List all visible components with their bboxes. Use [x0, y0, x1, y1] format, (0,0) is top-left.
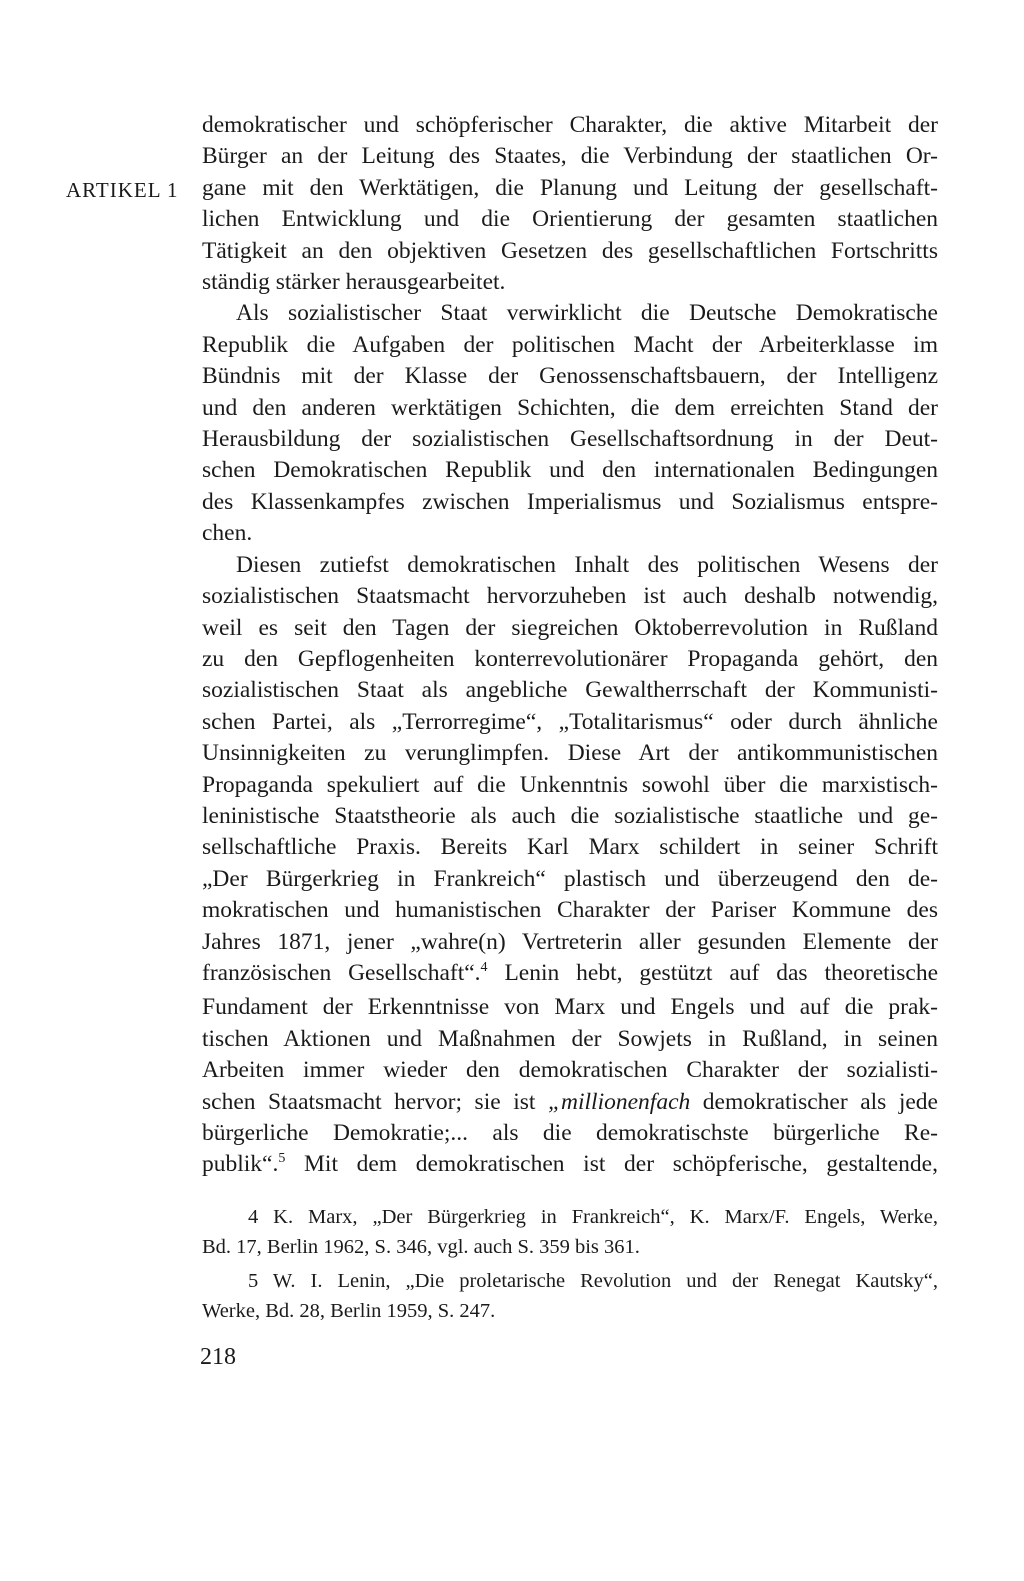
text-segment: französischen Gesellschaft“.	[202, 959, 481, 986]
footnote-line: 5 W. I. Lenin, „Die proletarische Revolution und der Renegat Kautsky“,	[248, 1270, 938, 1292]
text-line: und den anderen werktätigen Schichten, die dem erreichten Stand der	[202, 394, 938, 421]
text-line: Bürger an der Leitung des Staates, die Verbindung der staatlichen Or-	[202, 143, 938, 170]
paragraph-2	[202, 298, 938, 549]
paragraph-1	[202, 110, 938, 298]
text-line: schen Partei, als „Terrorregime“, „Totalitarismus“ oder durch ähnliche	[202, 708, 938, 735]
text-line: Herausbildung der sozialistischen Gesellschaftsordnung in der Deut-	[202, 426, 938, 453]
text-line: weil es seit den Tagen der siegreichen Oktoberrevolution in Rußland	[202, 614, 938, 641]
paragraph-3	[202, 550, 938, 1184]
text-segment: demokratischer als jede	[690, 1088, 938, 1115]
text-line: Tätigkeit an den objektiven Gesetzen des gesellschaftlichen Fortschritts	[202, 237, 938, 264]
margin-article-label: ARTIKEL 1	[66, 178, 179, 202]
body-text	[202, 110, 938, 1184]
text-line: Als sozialistischer Staat verwirklicht die Deutsche Demokratische	[236, 300, 938, 327]
text-line: demokratischer und schöpferischer Charakter, die aktive Mitarbeit der	[202, 112, 938, 138]
text-line: tischen Aktionen und Maßnahmen der Sowjets in Rußland, in seinen	[202, 1025, 938, 1052]
text-line: Republik die Aufgaben der politischen Macht der Arbeiterklasse im	[202, 331, 938, 358]
text-line: des Klassenkampfes zwischen Imperialismus und Sozialismus entspre-	[202, 488, 938, 515]
footnote-line: Bd. 17, Berlin 1962, S. 346, vgl. auch S. 359 bis 361.	[202, 1236, 640, 1258]
text-line: mokratischen und humanistischen Charakter der Pariser Kommune des	[202, 897, 938, 924]
text-line: Diesen zutiefst demokratischen Inhalt des politischen Wesens der	[236, 551, 938, 578]
text-line: Jahres 1871, jener „wahre(n) Vertreterin aller gesunden Elemente der	[202, 928, 938, 955]
footnote-5	[202, 1266, 938, 1326]
text-line-footnote-4	[202, 958, 938, 992]
footnote-line: 4 K. Marx, „Der Bürgerkrieg in Frankreich“, K. Marx/F. Engels, Werke,	[248, 1206, 938, 1228]
text-line: lichen Entwicklung und die Orientierung der gesamten staatlichen	[202, 206, 938, 233]
text-line: zu den Gepflogenheiten konterrevolutionärer Propaganda gehört, den	[202, 645, 938, 672]
text-line: gane mit den Werktätigen, die Planung und Leitung der gesellschaft-	[202, 174, 938, 201]
text-line: ständig stärker herausgearbeitet.	[202, 269, 506, 296]
text-line: Unsinnigkeiten zu verunglimpfen. Diese Art der antikommunistischen	[202, 740, 938, 767]
text-segment: Mit dem demokratischen ist der schöpferische, gestaltende,	[285, 1151, 938, 1178]
text-line: sozialistischen Staat als angebliche Gewaltherrschaft der Kommunisti-	[202, 677, 938, 704]
footnote-ref-4: 4	[480, 959, 488, 975]
text-segment: publik“.	[202, 1151, 279, 1178]
text-line: chen.	[202, 520, 253, 547]
footnote-ref-5: 5	[278, 1151, 286, 1167]
text-line: Bündnis mit der Klasse der Genossenschaftsbauern, der Intelligenz	[202, 363, 938, 390]
text-line: leninistische Staatstheorie als auch die sozialistische staatliche und ge-	[202, 802, 938, 829]
footnotes	[202, 1202, 938, 1326]
text-line: „Der Bürgerkrieg in Frankreich“ plastisch und überzeugend den de-	[202, 865, 938, 892]
text-line-footnote-5	[202, 1149, 938, 1183]
text-segment: schen Staatsmacht hervor; sie ist	[202, 1088, 548, 1115]
text-line: bürgerliche Demokratie;... als die demokratischste bürgerliche Re-	[202, 1120, 938, 1146]
page-number: 218	[200, 1344, 236, 1370]
text-segment: Lenin hebt, gestützt auf das theoretische	[487, 959, 938, 986]
footnote-4	[202, 1202, 938, 1262]
text-line: Fundament der Erkenntnisse von Marx und Engels und auf die prak-	[202, 994, 938, 1021]
text-line: sozialistischen Staatsmacht hervorzuheben ist auch deshalb notwendig,	[202, 583, 938, 610]
text-line: sellschaftliche Praxis. Bereits Karl Marx schildert in seiner Schrift	[202, 834, 938, 861]
emphasis-millionenfach: „millionenfach	[547, 1088, 691, 1115]
text-line: Arbeiten immer wieder den demokratischen Charakter der sozialisti-	[202, 1057, 938, 1084]
text-line: Propaganda spekuliert auf die Unkenntnis sowohl über die marxistisch-	[202, 771, 938, 798]
text-line-italic	[202, 1087, 938, 1118]
text-line: schen Demokratischen Republik und den internationalen Bedingungen	[202, 457, 938, 484]
footnote-line: Werke, Bd. 28, Berlin 1959, S. 247.	[202, 1300, 496, 1322]
